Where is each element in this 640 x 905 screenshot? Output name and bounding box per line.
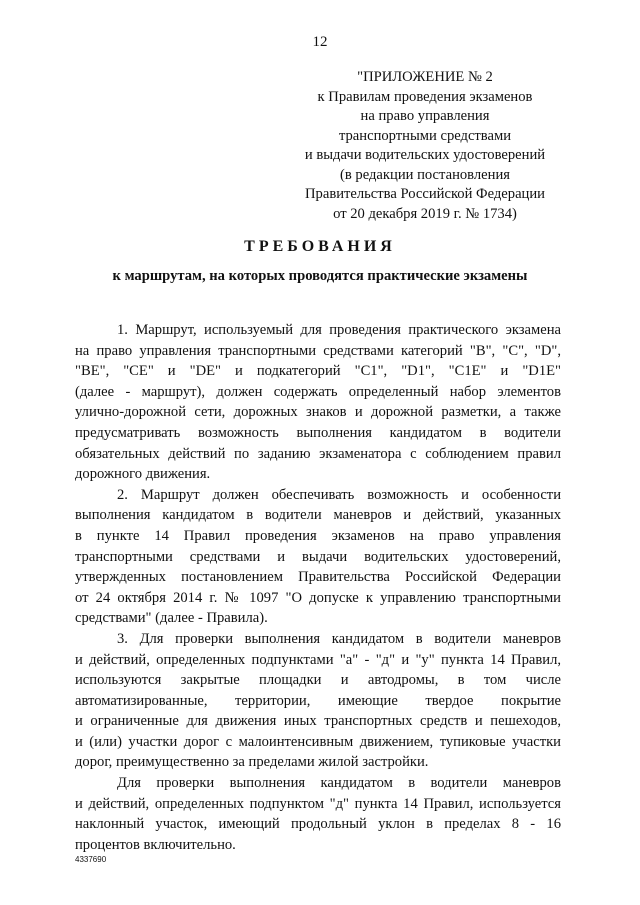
paragraph-line: "BE", "CE" и "DE" и подкатегорий "C1", "D1", "C1E" и "D1E" [75, 363, 561, 380]
paragraph-2 [75, 485, 561, 629]
appendix-block [290, 68, 560, 224]
paragraph-line: в пункте 14 Правил проведения экзаменов на право управления [75, 527, 561, 544]
paragraph-line: и действий, определенных подпунктами "а" - "д" и "у" пункта 14 Правил, [75, 651, 561, 668]
document-code: 4337690 [75, 855, 107, 864]
appendix-line: Правительства Российской Федерации [305, 186, 545, 202]
paragraph-line: и действий, определенных подпунктом "д" пункта 14 Правил, используется [75, 795, 561, 812]
paragraph-line: улично-дорожной сети, дорожных знаков и дорожной разметки, а также [75, 404, 561, 421]
paragraph-line: дорог, преимущественно за пределами жилой застройки. [75, 754, 429, 771]
appendix-line: (в редакции постановления [340, 166, 510, 183]
appendix-line: транспортными средствами [338, 127, 512, 144]
document-subtitle: к маршрутам, на которых проводятся практические экзамены [112, 268, 528, 284]
paragraph-line: процентов включительно. [75, 836, 236, 853]
paragraph-line: предусматривать возможность выполнения кандидатом в водители [75, 424, 561, 441]
appendix-line: от 20 декабря 2019 г. № 1734) [333, 205, 517, 222]
paragraph-line: обязательных действий по заданию экзаменатора с соблюдением правил [75, 445, 561, 462]
appendix-line: на право управления [360, 108, 490, 124]
paragraph-3 [75, 629, 561, 773]
appendix-line: и выдачи водительских удостоверений [304, 147, 546, 163]
paragraph-line: 1. Маршрут, используемый для проведения практического экзамена [117, 322, 561, 338]
paragraph-line: Для проверки выполнения кандидатом в водители маневров [117, 775, 561, 792]
appendix-line: "ПРИЛОЖЕНИЕ № 2 [357, 69, 493, 85]
paragraph-line: дорожного движения. [75, 466, 211, 483]
paragraph-line: на право управления транспортными средствами категорий "B", "C", "D", [75, 342, 561, 359]
paragraph-line: автоматизированные, территории, имеющие твердое покрытие [75, 692, 561, 709]
paragraph-line: (далее - маршрут), должен содержать определенный набор элементов [75, 383, 561, 400]
paragraph-line: и (или) участки дорог с малоинтенсивным движением, тупиковые участки [75, 733, 561, 750]
paragraph-line: 2. Маршрут должен обеспечивать возможность и особенности [117, 486, 561, 503]
paragraph-line: используются закрытые площадки и автодромы, в том числе [75, 672, 561, 689]
paragraph-line: наклонный участок, имеющий продольный уклон в пределах 8 - 16 [75, 816, 561, 833]
paragraph-line: и ограниченные для движения иных транспортных средств и пешеходов, [75, 713, 561, 730]
paragraph-line: средствами" (далее - Правила). [75, 610, 268, 627]
appendix-line: к Правилам проведения экзаменов [317, 88, 533, 105]
paragraph-1 [75, 320, 561, 485]
document-title: ТРЕБОВАНИЯ [244, 238, 396, 255]
paragraph-line: выполнения кандидатом в водители маневров и действий, указанных [75, 507, 561, 524]
page-number: 12 [312, 34, 328, 50]
document-body [75, 320, 561, 855]
paragraph-line: утвержденных постановлением Правительства Российской Федерации [75, 569, 561, 586]
paragraph-line: от 24 октября 2014 г. № 1097 "О допуске к управлению транспортными [75, 589, 561, 606]
paragraph-4 [75, 773, 561, 855]
paragraph-line: транспортными средствами и выдачи водительских удостоверений, [75, 548, 561, 565]
paragraph-line: 3. Для проверки выполнения кандидатом в водители маневров [117, 630, 561, 647]
